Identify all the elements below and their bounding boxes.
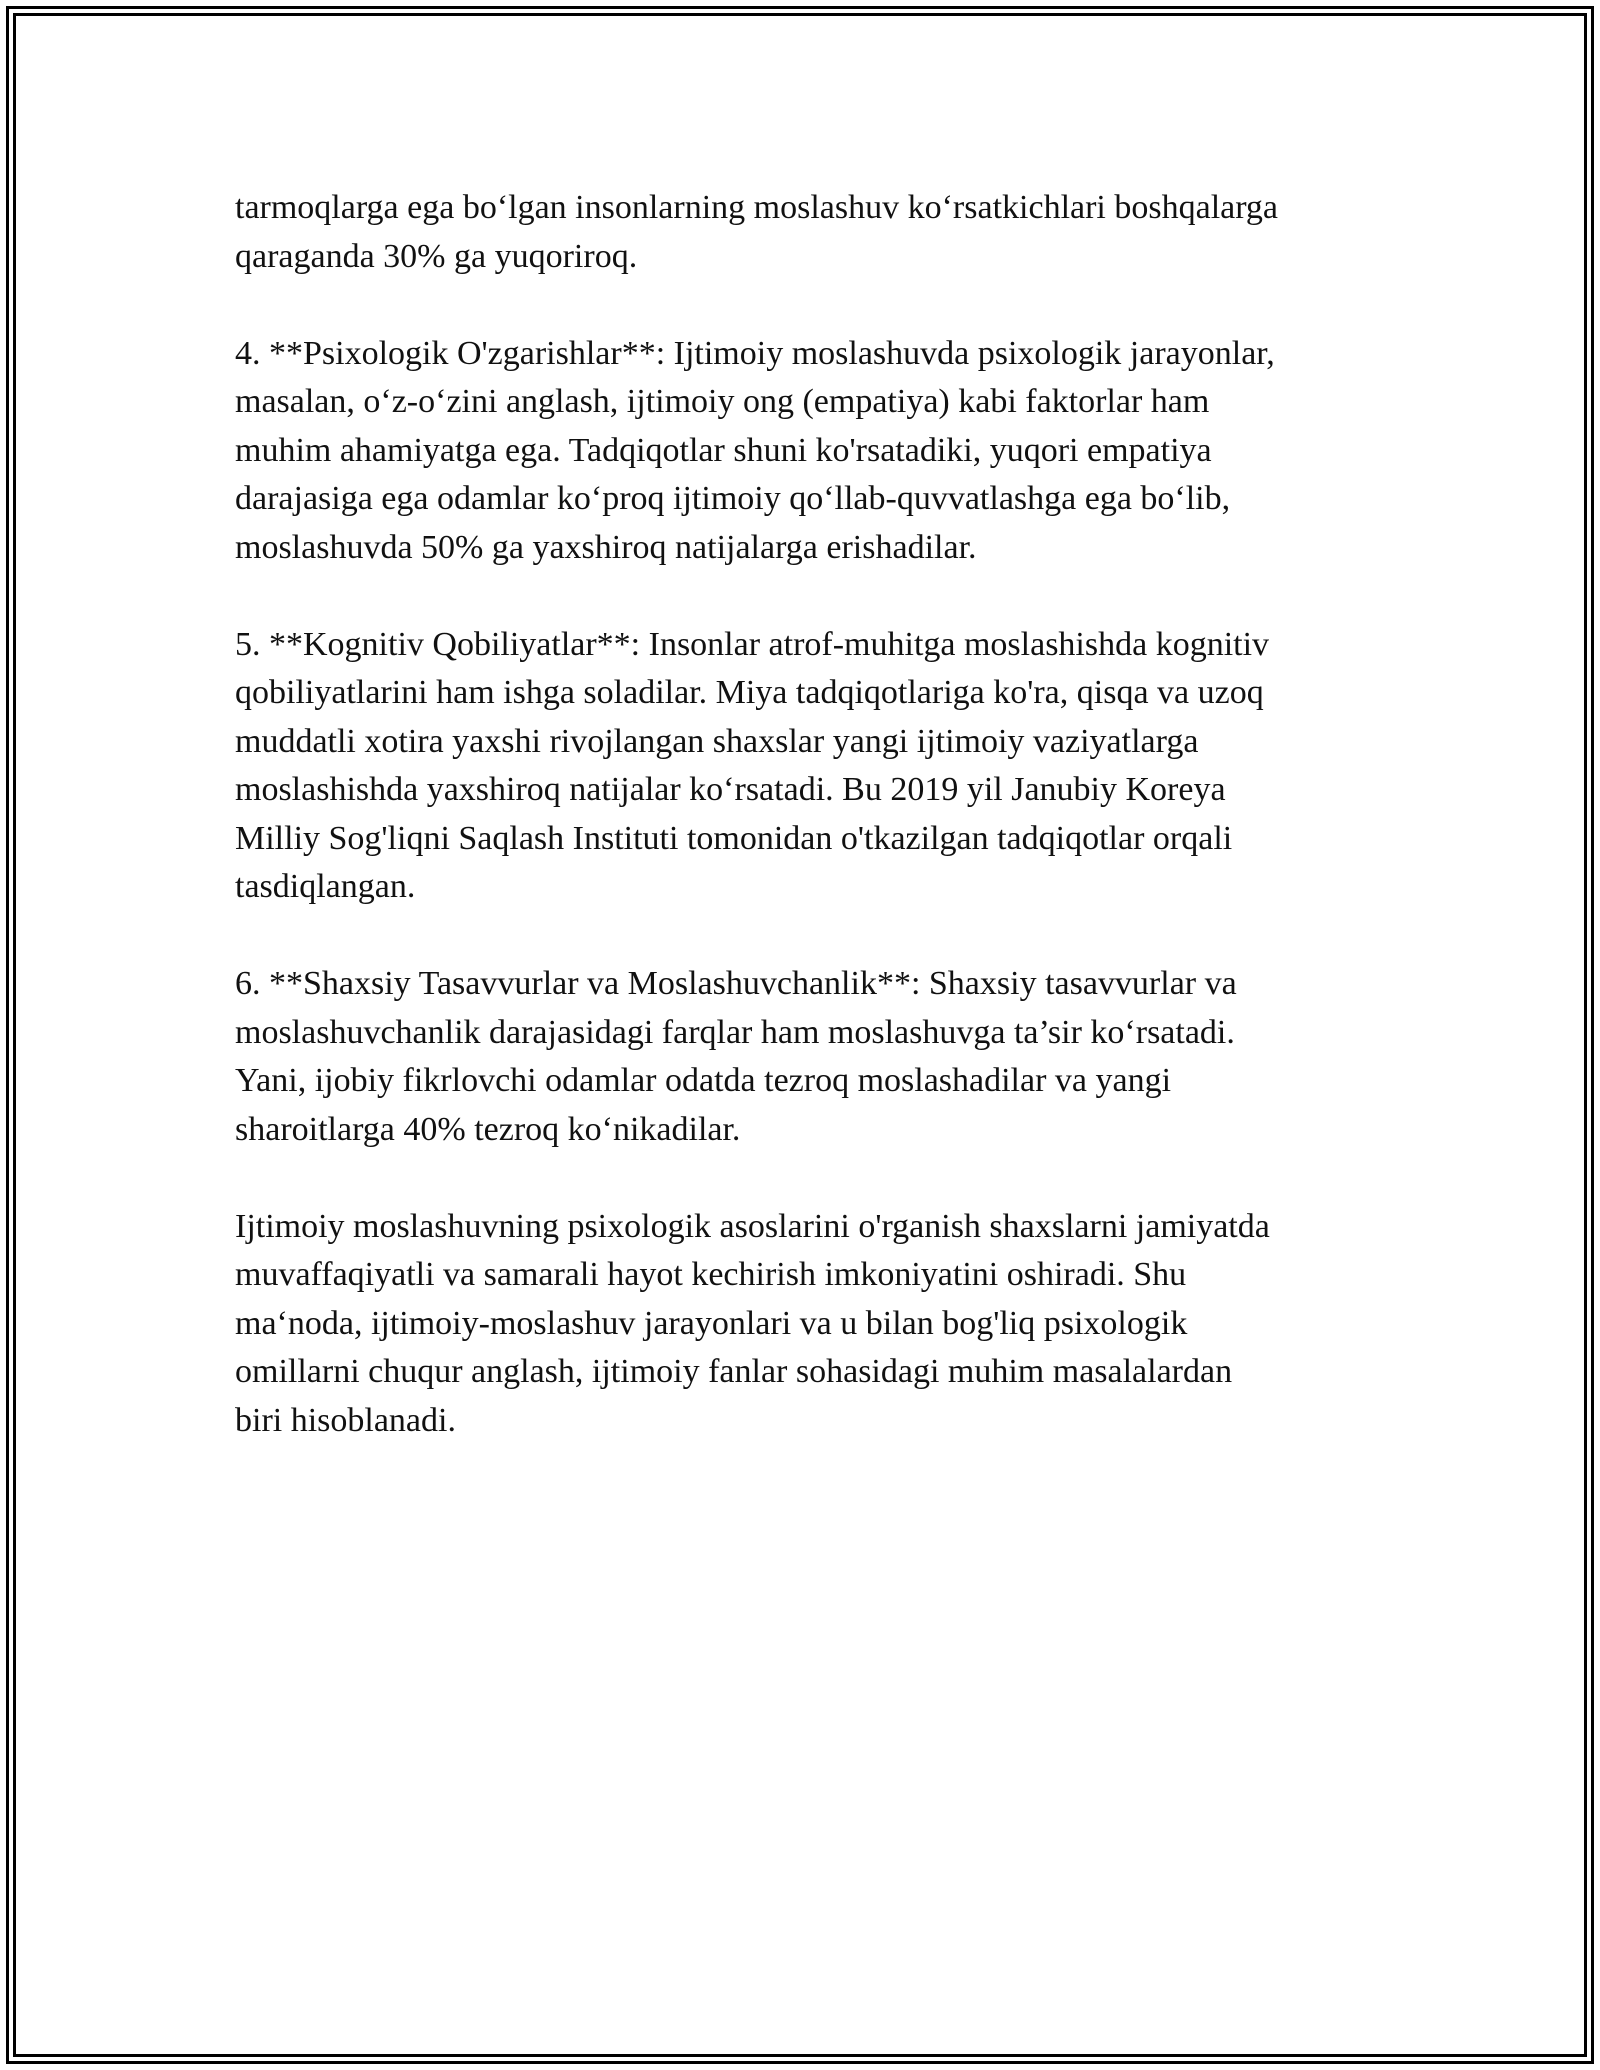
paragraph-psixologik-ozgarishlar: 4. **Psixologik O'zgarishlar**: Ijtimoiy moslashuvda psixologik jarayonlar, masalan, oʻz-oʻzini anglash, ijtimoiy ong (empatiya) kabi faktorlar ham muhim ahamiyatga ega. Tadqiqotlar shuni ko'rsatadiki, yuqori empatiya darajasiga ega odamlar koʻproq ijtimoiy qoʻllab-quvvatlashga ega boʻlib, moslashuvda 50% ga yaxshiroq natijalarga erishadilar. bbox=[235, 334, 1275, 566]
document-body bbox=[235, 184, 1385, 1494]
paragraph-shaxsiy-tasavvurlar: 6. **Shaxsiy Tasavvurlar va Moslashuvchanlik**: Shaxsiy tasavvurlar va moslashuvchanlik darajasidagi farqlar ham moslashuvga ta’sir koʻrsatadi. Yani, ijobiy fikrlovchi odamlar odatda tezroq moslashadilar va yangi sharoitlarga 40% tezroq koʻnikadilar. bbox=[235, 965, 1237, 1148]
paragraph-kognitiv-qobiliyatlar: 5. **Kognitiv Qobiliyatlar**: Insonlar atrof-muhitga moslashishda kognitiv qobiliyatlarini ham ishga soladilar. Miya tadqiqotlariga ko'ra, qisqa va uzoq muddatli xotira yaxshi rivojlangan shaxslar yangi ijtimoiy vaziyatlarga moslashishda yaxshiroq natijalar koʻrsatadi. Bu 2019 yil Janubiy Koreya Milliy Sog'liqni Saqlash Instituti tomonidan o'tkazilgan tadqiqotlar orqali tasdiqlangan. bbox=[235, 625, 1270, 905]
paragraph-conclusion: Ijtimoiy moslashuvning psixologik asoslarini o'rganish shaxslarni jamiyatda muvaffaqiyatli va samarali hayot kechirish imkoniyatini oshiradi. Shu maʻnoda, ijtimoiy-moslashuv jarayonlari va u bilan bog'liq psixologik omillarni chuqur anglash, ijtimoiy fanlar sohasidagi muhim masalalardan biri hisoblanadi. bbox=[235, 1207, 1270, 1439]
paragraph-continuation: tarmoqlarga ega boʻlgan insonlarning moslashuv koʻrsatkichlari boshqalarga qaraganda 30% ga yuqoriroq. bbox=[235, 189, 1279, 275]
